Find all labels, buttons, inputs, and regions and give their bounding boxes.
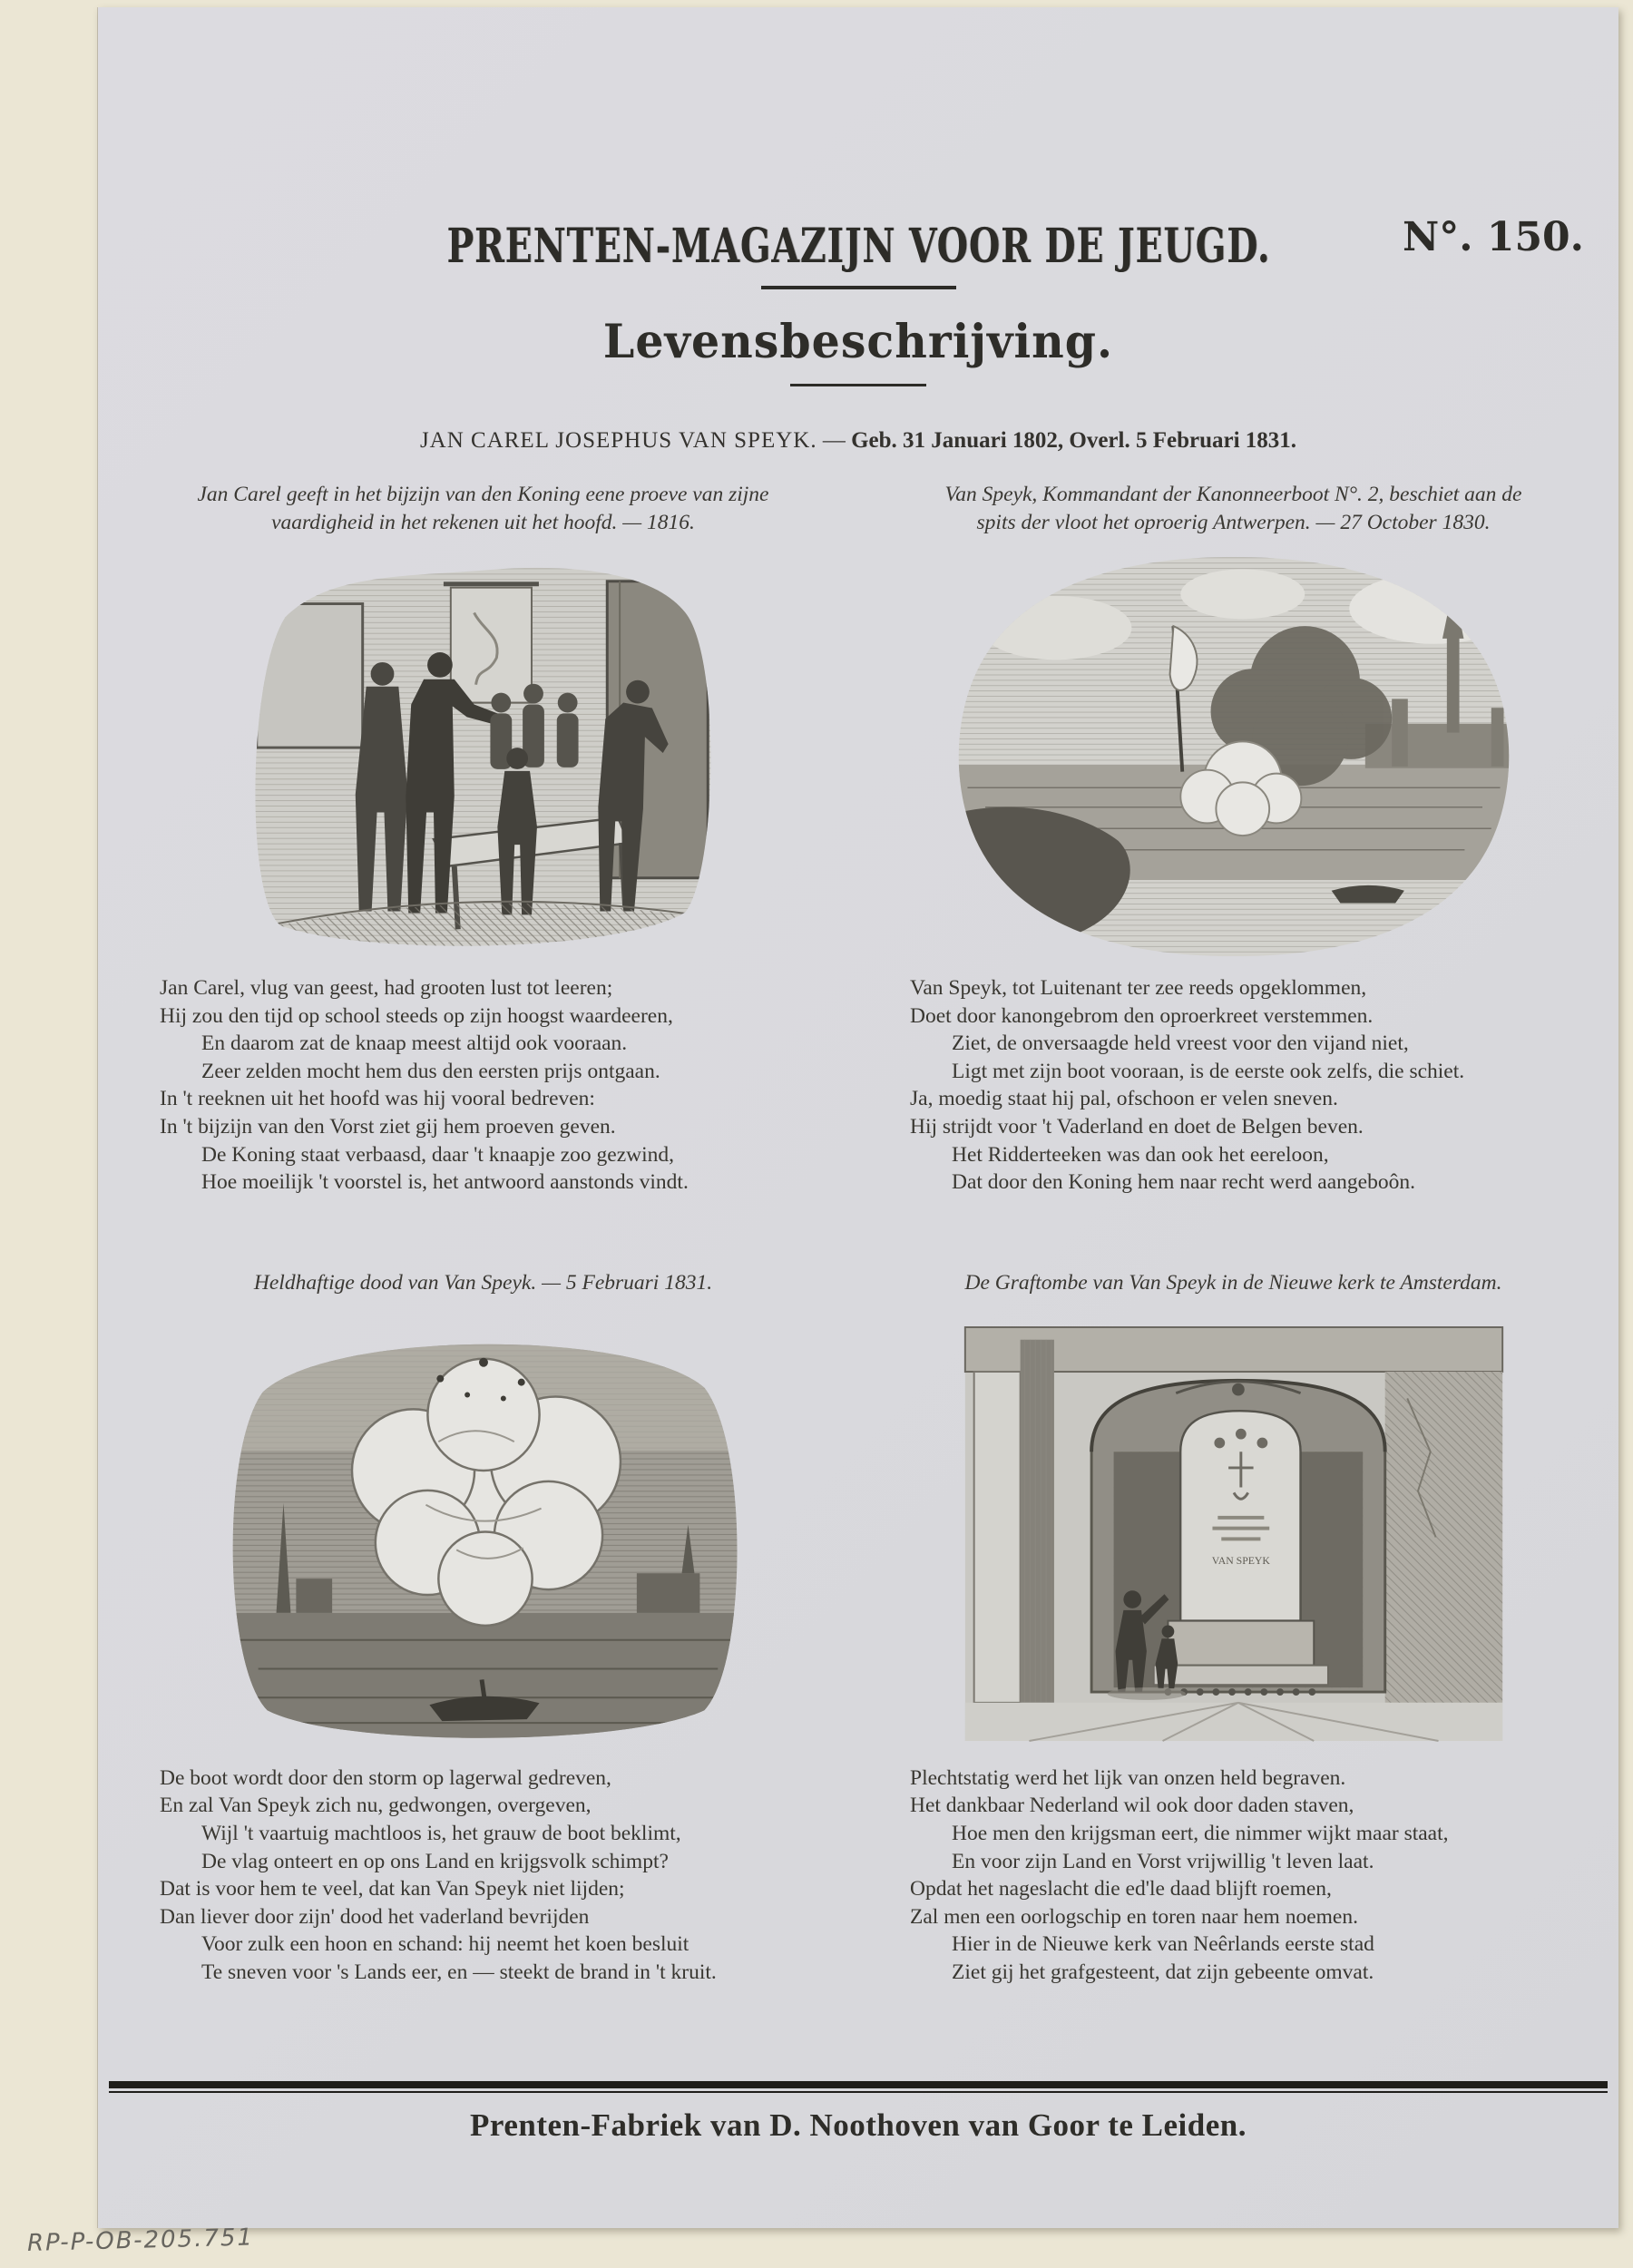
illustration-frame xyxy=(877,548,1589,965)
verse-line: Wijl 't vaartuig machtloos is, het grauw de boot beklimt, xyxy=(201,1821,681,1845)
verse-line: En voor zijn Land en Vorst vrijwillig 't leven laat. xyxy=(952,1849,1374,1873)
verse-line: Ja, moedig staat hij pal, ofschoon er velen sneven. xyxy=(910,1087,1338,1111)
verse-line: Hij strijdt voor 't Vaderland en doet de Belgen beven. xyxy=(910,1114,1364,1139)
gunboat-bombardment-engraving xyxy=(944,550,1524,963)
verse-line: En daarom zat de knaap meest altijd ook vooraan. xyxy=(201,1031,628,1056)
person-dates: Geb. 31 Januari 1802, Overl. 5 Februari 1831. xyxy=(851,428,1297,453)
verse-line: In 't reeknen uit het hoofd was hij vooral bedreven: xyxy=(160,1087,595,1111)
verse-block xyxy=(910,974,1464,1197)
verse-line: De Koning staat verbaasd, daar 't knaapje zoo gezwind, xyxy=(201,1142,675,1167)
caption-line: Heldhaftige dood van Van Speyk. — 5 Februari 1831. xyxy=(253,1270,713,1295)
inventory-number: RP-P-OB-205.751 xyxy=(26,2224,255,2257)
panel-arithmetic-demonstration xyxy=(127,481,839,1197)
explosion-engraving xyxy=(213,1315,754,1753)
panel-caption xyxy=(127,481,839,548)
panel-heroic-death xyxy=(127,1269,839,1987)
panel-caption xyxy=(127,1269,839,1313)
verse-line: Ziet gij het grafgesteent, dat zijn gebeente omvat. xyxy=(952,1960,1374,1984)
caption-line: Van Speyk, Kommandant der Kanonneerboot N°. 2, beschiet aan de xyxy=(944,483,1522,506)
masthead-row xyxy=(98,7,1618,275)
illustration-frame xyxy=(877,1313,1589,1755)
panel-caption xyxy=(877,481,1589,548)
svg-text:VAN SPEYK: VAN SPEYK xyxy=(1211,1554,1270,1567)
verse-line: Dat door den Koning hem naar recht werd aangeboôn. xyxy=(952,1170,1415,1195)
tomb-engraving xyxy=(958,1318,1510,1750)
verse-line: Zeer zelden mocht hem dus den eersten prijs ontgaan. xyxy=(201,1059,660,1083)
schoolroom-engraving xyxy=(231,550,735,963)
imprint-text: Prenten-Fabriek van D. Noothoven van Goor te Leiden. xyxy=(470,2107,1247,2143)
biography-heading xyxy=(98,428,1618,454)
imprint-rule xyxy=(109,2081,1608,2093)
panel-caption xyxy=(877,1269,1589,1313)
dash-separator: — xyxy=(822,428,846,453)
masthead-title: PRENTEN-MAGAZIJN VOOR DE JEUGD. xyxy=(446,218,1270,275)
verse-line: Te sneven voor 's Lands eer, en — steekt de brand in 't kruit. xyxy=(201,1960,717,1984)
verse-line: Doet door kanongebrom den oproerkreet verstemmen. xyxy=(910,1003,1374,1028)
verse-block xyxy=(160,974,689,1197)
panel-grid xyxy=(98,481,1618,1987)
print-sheet xyxy=(98,7,1618,2228)
verse-line: Hoe men den krijgsman eert, die nimmer wijkt maar staat, xyxy=(952,1821,1449,1845)
verse-block xyxy=(910,1765,1449,1987)
caption-line: vaardigheid in het rekenen uit het hoofd. — 1816. xyxy=(271,511,695,535)
verse-line: De vlag onteert en op ons Land en krijgsvolk schimpt? xyxy=(201,1849,669,1873)
verse-line: Opdat het nageslacht die ed'le daad blijft roemen, xyxy=(910,1877,1332,1901)
illustration-frame xyxy=(127,548,839,965)
panel-bombardment-antwerp xyxy=(877,481,1589,1197)
verse-line: Plechtstatig werd het lijk van onzen held begraven. xyxy=(910,1765,1346,1790)
caption-line: De Graftombe van Van Speyk in de Nieuwe kerk te Amsterdam. xyxy=(964,1270,1502,1295)
masthead-rule xyxy=(761,286,956,289)
verse-line: Hoe moeilijk 't voorstel is, het antwoord aanstonds vindt. xyxy=(201,1170,689,1195)
subtitle: Levensbeschrijving. xyxy=(602,313,1114,369)
verse-line: En zal Van Speyk zich nu, gedwongen, overgeven, xyxy=(160,1794,592,1818)
verse-line: Dan liever door zijn' dood het vaderland bevrijden xyxy=(160,1904,590,1929)
verse-line: In 't bijzijn van den Vorst ziet gij hem proeven geven. xyxy=(160,1114,616,1139)
verse-line: Hier in de Nieuwe kerk van Neêrlands eerste stad xyxy=(952,1932,1374,1957)
verse-line: Het dankbaar Nederland wil ook door daden staven, xyxy=(910,1794,1354,1818)
caption-line: Jan Carel geeft in het bijzijn van den Koning eene proeve van zijne xyxy=(197,483,769,506)
illustration-frame xyxy=(127,1313,839,1755)
verse-line: Ligt met zijn boot vooraan, is de eerste ook zelfs, die schiet. xyxy=(952,1059,1465,1083)
person-name: JAN CAREL JOSEPHUS VAN SPEYK. xyxy=(419,428,817,453)
verse-block xyxy=(160,1765,717,1987)
caption-line: spits der vloot het oproerig Antwerpen. — 27 October 1830. xyxy=(976,511,1491,535)
subtitle-rule xyxy=(790,384,926,386)
panel-tomb-nieuwe-kerk xyxy=(877,1269,1589,1987)
verse-line: Ziet, de onversaagde held vreest voor den vijand niet, xyxy=(952,1031,1409,1056)
verse-line: De boot wordt door den storm op lagerwal gedreven, xyxy=(160,1765,611,1790)
verse-line: Voor zulk een hoon en schand: hij neemt het koen besluit xyxy=(201,1932,689,1957)
verse-line: Het Ridderteeken was dan ook het eereloon, xyxy=(952,1142,1329,1167)
issue-number: N°. 150. xyxy=(1402,214,1584,260)
verse-line: Dat is voor hem te veel, dat kan Van Speyk niet lijden; xyxy=(160,1877,625,1901)
verse-line: Jan Carel, vlug van geest, had grooten lust tot leeren; xyxy=(160,976,613,1000)
verse-line: Hij zou den tijd op school steeds op zijn hoogst waardeeren, xyxy=(160,1003,673,1028)
verse-line: Van Speyk, tot Luitenant ter zee reeds opgeklommen, xyxy=(910,976,1367,1000)
verse-line: Zal men een oorlogschip en toren naar hem noemen. xyxy=(910,1904,1358,1929)
